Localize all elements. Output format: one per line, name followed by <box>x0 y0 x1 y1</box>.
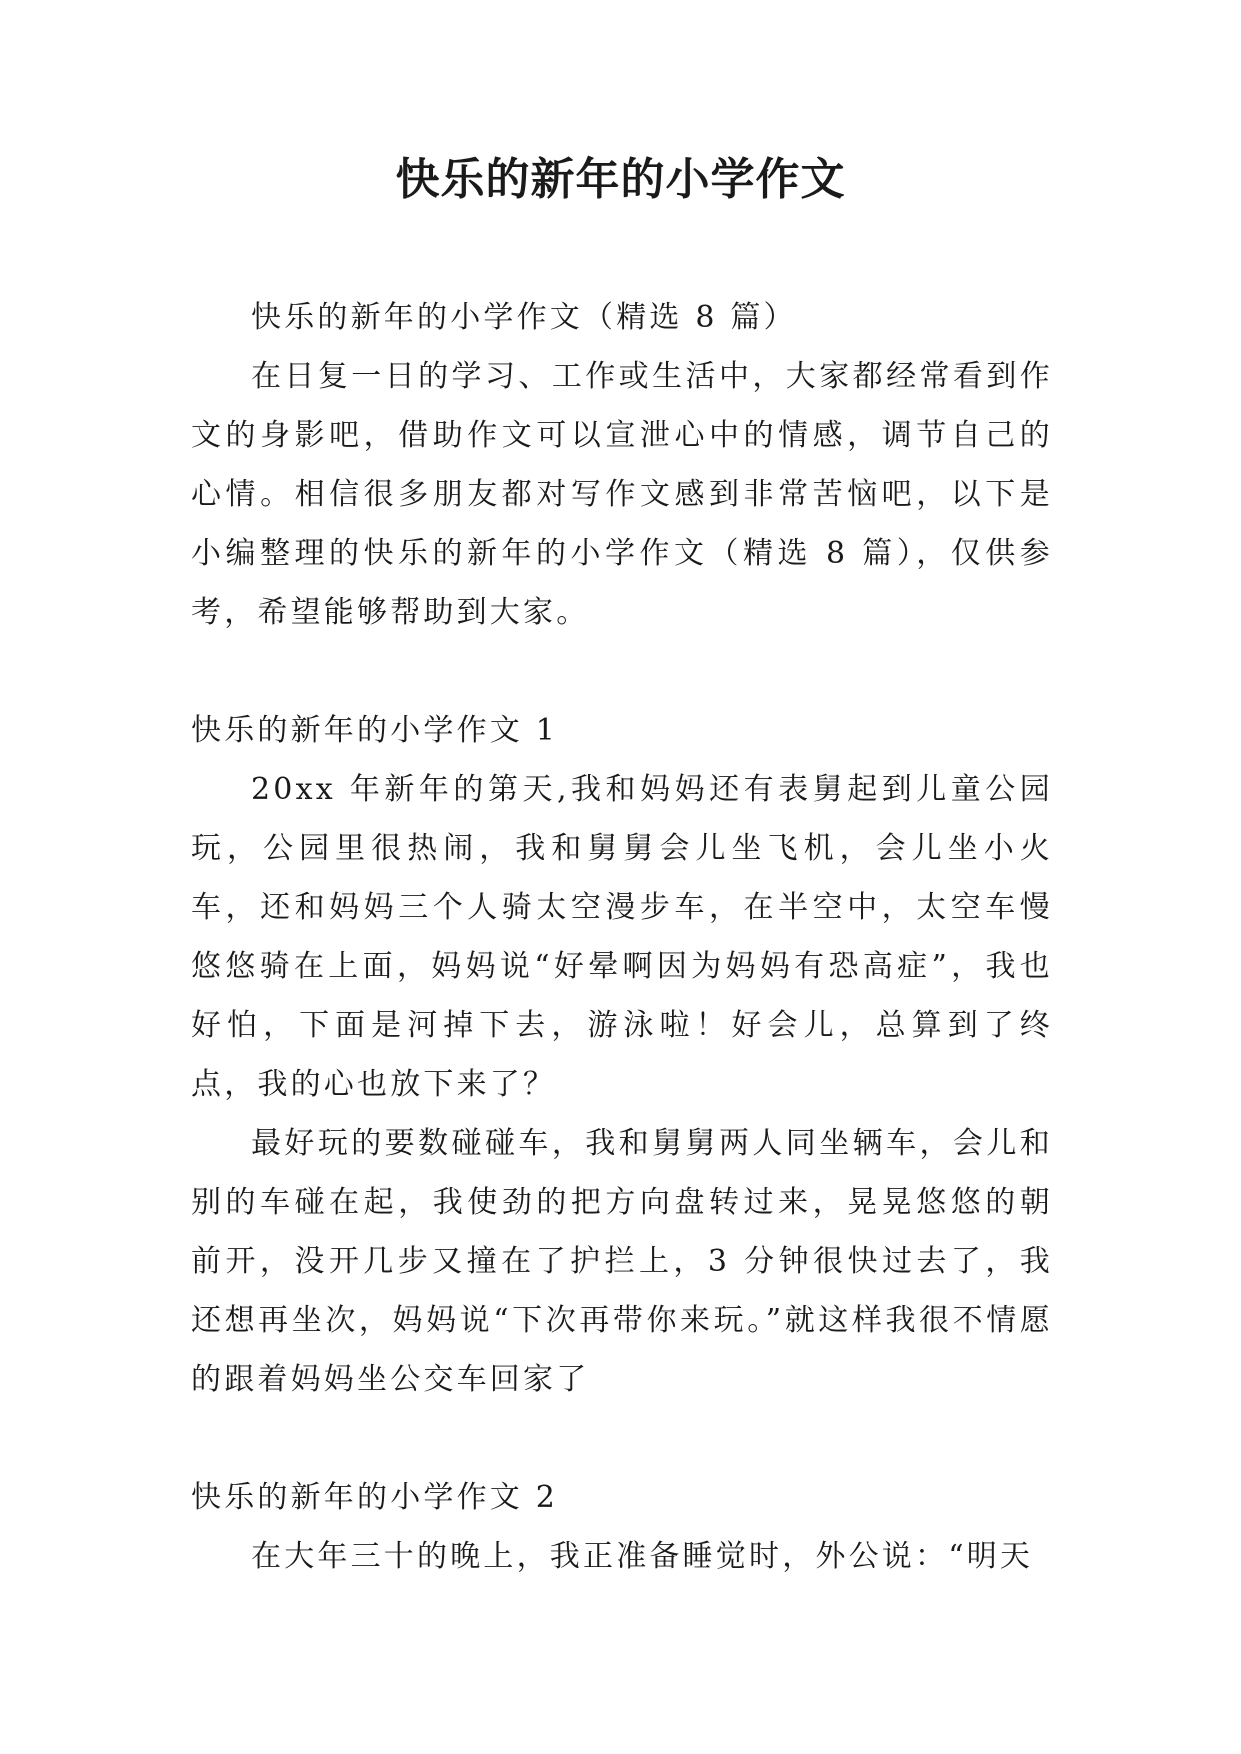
section-paragraph: 最好玩的要数碰碰车，我和舅舅两人同坐辆车，会儿和别的车碰在起，我使劲的把方向盘转过来，晃晃悠悠的朝前开，没开几步又撞在了护拦上，3 分钟很快过去了，我还想再坐次，妈妈说“下次再带你来玩。”就这样我很不情愿的跟着妈妈坐公交车回家了 <box>191 1126 1053 1397</box>
section-heading: 快乐的新年的小学作文 2 <box>191 1480 559 1515</box>
section-spacer <box>191 1409 1053 1468</box>
document-subtitle: 快乐的新年的小学作文（精选 8 篇） <box>251 300 797 335</box>
section-heading: 快乐的新年的小学作文 1 <box>191 713 559 748</box>
document-body <box>191 288 1053 1586</box>
document-title: 快乐的新年的小学作文 <box>395 154 846 205</box>
section-spacer <box>191 642 1053 701</box>
section-paragraph: 20xx 年新年的第天,我和妈妈还有表舅起到儿童公园玩，公园里很热闹，我和舅舅会儿坐飞机，会儿坐小火车，还和妈妈三个人骑太空漫步车，在半空中，太空车慢悠悠骑在上面，妈妈说“好晕啊因为妈妈有恐高症”，我也好怕，下面是河掉下去，游泳啦！好会儿，总算到了终点，我的心也放下来了？ <box>191 772 1053 1102</box>
intro-paragraph: 在日复一日的学习、工作或生活中，大家都经常看到作文的身影吧，借助作文可以宣泄心中的情感，调节自己的心情。相信很多朋友都对写作文感到非常苦恼吧，以下是小编整理的快乐的新年的小学作文（精选 8 篇），仅供参考，希望能够帮助到大家。 <box>191 359 1053 630</box>
section-paragraph: 在大年三十的晚上，我正准备睡觉时，外公说：“明天 <box>251 1539 1034 1574</box>
